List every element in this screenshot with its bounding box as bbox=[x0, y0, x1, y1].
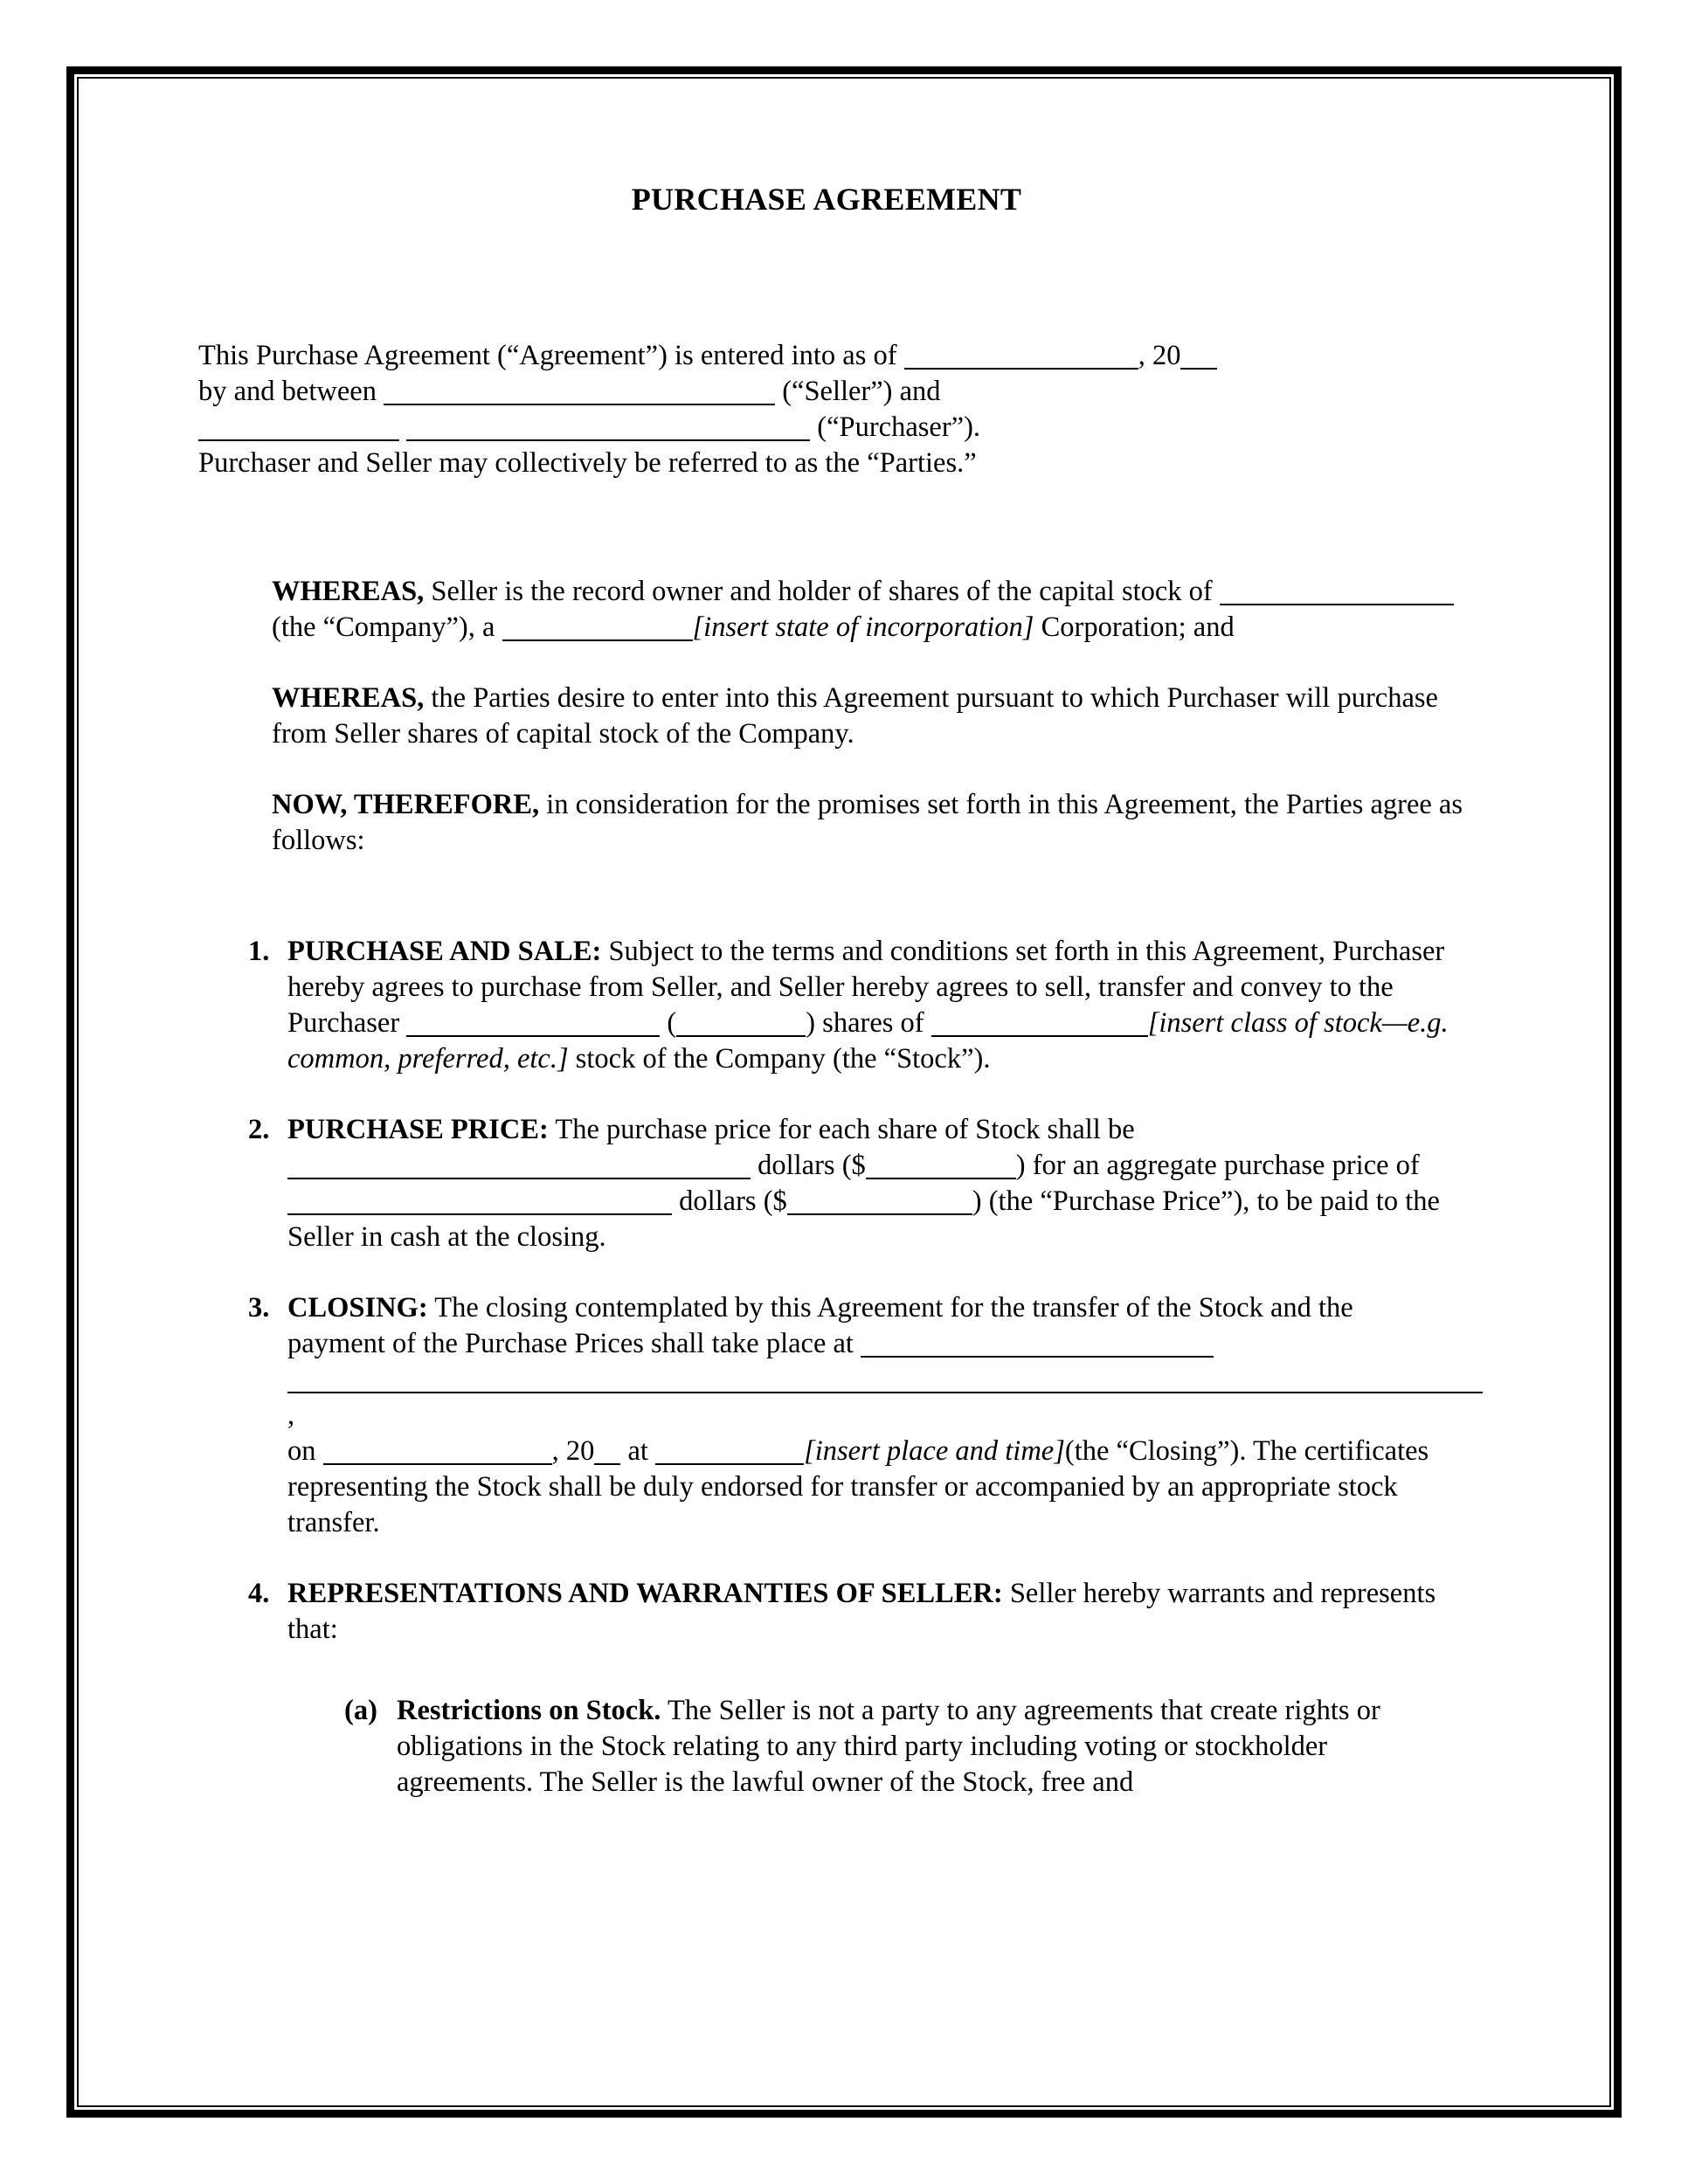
section-2-text-3: ) for an aggregate purchase price of bbox=[1015, 1150, 1420, 1181]
section-4-text-1: Seller hereby warrants and represents that: bbox=[287, 1578, 1436, 1645]
blank-aggregate-words[interactable] bbox=[287, 1187, 672, 1215]
recital-whereas-1 bbox=[272, 574, 1490, 646]
preamble-line2-b: (“Seller”) and bbox=[775, 376, 941, 407]
recital-2-lead: WHEREAS, bbox=[272, 682, 425, 714]
recital-1-text-3: Corporation; and bbox=[1034, 612, 1235, 643]
recital-3-lead: NOW, THEREFORE, bbox=[272, 789, 540, 820]
blank-closing-place-2[interactable] bbox=[287, 1365, 1483, 1393]
recital-1-italic-note: [insert state of incorporation] bbox=[692, 612, 1034, 643]
blank-purchaser-b[interactable] bbox=[406, 413, 810, 441]
recital-2-text-1: the Parties desire to enter into this Agreement pursuant to which Purchaser will purchase from Seller shares of capital stock of the Company. bbox=[272, 682, 1438, 750]
section-3-text-1: The closing contemplated by this Agreement for the transfer of the Stock and the payment of the Purchase Prices shall take place at bbox=[287, 1292, 1353, 1359]
blank-closing-year[interactable] bbox=[594, 1437, 620, 1465]
section-4-number: 4. bbox=[248, 1578, 270, 1609]
blank-seller-name[interactable] bbox=[384, 377, 775, 405]
blank-per-share-words[interactable] bbox=[287, 1151, 751, 1179]
section-2-text-1: The purchase price for each share of Stock shall be bbox=[548, 1114, 1135, 1145]
subsection-restrictions-on-stock bbox=[344, 1693, 1445, 1800]
section-3-text-6: (the “Closing”). The certificates representing the Stock shall be duly endorsed for transfer or accompanied by an appropriate stock transfer. bbox=[287, 1435, 1429, 1538]
subsection-a-text-1: The Seller is not a party to any agreements that create rights or obligations in the Stock relating to any third party including voting or stockholder agreements. The Seller is the lawful owner of the Stock, free and bbox=[397, 1695, 1380, 1798]
subsection-a-heading: Restrictions on Stock. bbox=[397, 1695, 661, 1726]
blank-share-count-numeric[interactable] bbox=[676, 1009, 806, 1037]
recital-whereas-2 bbox=[272, 681, 1490, 752]
section-1-text-3: ) shares of bbox=[806, 1007, 931, 1039]
blank-date[interactable] bbox=[904, 342, 1138, 370]
section-purchase-price bbox=[248, 1112, 1450, 1255]
preamble-line3-b: (“Purchaser”). bbox=[810, 411, 981, 443]
blank-closing-time[interactable] bbox=[655, 1437, 804, 1465]
preamble-line4: Purchaser and Seller may collectively be referred to as the “Parties.” bbox=[198, 447, 977, 479]
section-3-text-5: at bbox=[620, 1435, 656, 1467]
recital-1-text-2: (the “Company”), a bbox=[272, 612, 502, 643]
recital-1-lead: WHEREAS, bbox=[272, 576, 425, 607]
section-3-number: 3. bbox=[248, 1292, 270, 1324]
blank-company-name[interactable] bbox=[1220, 577, 1454, 605]
recital-now-therefore bbox=[272, 787, 1490, 859]
section-1-text-4: stock of the Company (the “Stock”). bbox=[568, 1043, 991, 1075]
preamble-paragraph bbox=[198, 338, 1490, 481]
section-2-number: 2. bbox=[248, 1114, 270, 1145]
document-body bbox=[198, 127, 1490, 1800]
recital-3-text-1: in consideration for the promises set forth in this Agreement, the Parties agree as follows: bbox=[272, 789, 1463, 856]
blank-closing-place-1[interactable] bbox=[861, 1330, 1214, 1358]
preamble-line1-a: This Purchase Agreement (“Agreement”) is entered into as of bbox=[198, 340, 904, 371]
blank-year[interactable] bbox=[1180, 342, 1217, 370]
blank-per-share-numeric[interactable] bbox=[866, 1151, 1016, 1179]
section-representations-warranties bbox=[248, 1576, 1450, 1648]
page-title: PURCHASE AGREEMENT bbox=[631, 182, 1022, 217]
section-2-heading: PURCHASE PRICE: bbox=[287, 1114, 549, 1145]
section-purchase-and-sale bbox=[248, 934, 1450, 1077]
section-3-text-3: on bbox=[287, 1435, 323, 1467]
section-1-heading: PURCHASE AND SALE: bbox=[287, 936, 602, 967]
blank-stock-class[interactable] bbox=[931, 1009, 1148, 1037]
blank-share-count-words[interactable] bbox=[406, 1009, 660, 1037]
subsection-a-marker: (a) bbox=[344, 1695, 377, 1726]
section-closing bbox=[248, 1290, 1450, 1541]
section-2-text-5: ) (the “Purchase Price”), to be paid to the Seller in cash at the closing. bbox=[287, 1185, 1440, 1253]
blank-state[interactable] bbox=[502, 613, 693, 641]
preamble-line1-b: , 20 bbox=[1138, 340, 1181, 371]
section-1-italic-note: [insert class of stock—e.g. common, preferred, etc.] bbox=[287, 1007, 1449, 1075]
section-2-text-4: dollars ($ bbox=[672, 1185, 787, 1217]
section-4-heading: REPRESENTATIONS AND WARRANTIES OF SELLER: bbox=[287, 1578, 1003, 1609]
section-1-number: 1. bbox=[248, 936, 270, 967]
section-3-text-4: , 20 bbox=[551, 1435, 595, 1467]
blank-aggregate-numeric[interactable] bbox=[787, 1187, 972, 1215]
blank-purchaser-a[interactable] bbox=[198, 413, 399, 441]
section-3-heading: CLOSING: bbox=[287, 1292, 428, 1324]
blank-closing-date[interactable] bbox=[323, 1437, 552, 1465]
section-2-text-2: dollars ($ bbox=[751, 1150, 866, 1181]
section-1-text-2: ( bbox=[660, 1007, 677, 1039]
document-page bbox=[66, 66, 1622, 2118]
section-3-text-2: , bbox=[287, 1400, 295, 1431]
recital-1-text-1: Seller is the record owner and holder of shares of the capital stock of bbox=[424, 576, 1220, 607]
section-1-text-1: Subject to the terms and conditions set forth in this Agreement, Purchaser hereby agrees to purchase from Seller, and Seller hereby agrees to sell, transfer and convey to the Purchaser bbox=[287, 936, 1445, 1039]
section-3-italic-note: [insert place and time] bbox=[804, 1435, 1065, 1467]
preamble-line2-a: by and between bbox=[198, 376, 384, 407]
